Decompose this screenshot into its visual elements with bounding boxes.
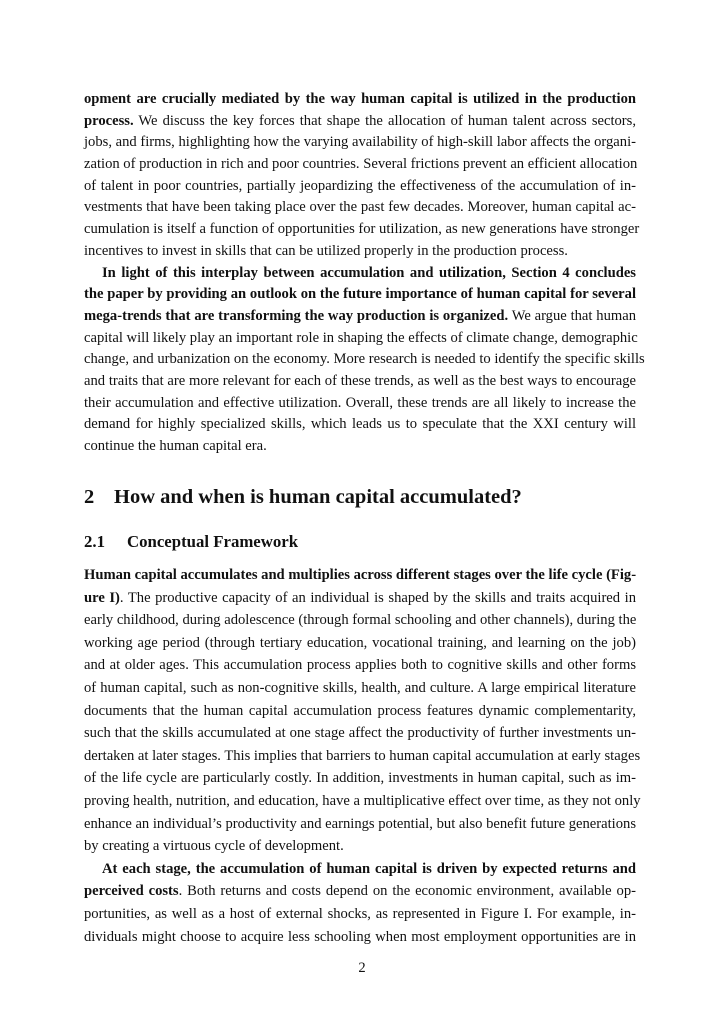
bold-text: At each stage, the accumulation of human capital is driven by expected returns and <box>102 860 636 877</box>
text-line <box>84 790 641 813</box>
text: We argue that human <box>508 307 636 324</box>
text: incentives to invest in skills that can be utilized properly in the production process. <box>84 242 568 259</box>
text: documents that the human capital accumulation process features dynamic complementarity, <box>84 702 636 719</box>
text: dertaken at later stages. This implies that barriers to human capital accumulation at early stages <box>84 747 641 764</box>
text: capital will likely play an important role in shaping the effects of climate change, demographic <box>84 329 638 346</box>
text-line <box>84 154 636 176</box>
text-line <box>84 700 636 723</box>
text: jobs, and firms, highlighting how the varying availability of high-skill labor affects the organi- <box>84 134 636 151</box>
bold-text: process. <box>84 112 134 129</box>
text: working age period (through tertiary education, vocational training, and learning on the job) <box>84 634 636 651</box>
text: of the life cycle are particularly costly. In addition, investments in human capital, such as im- <box>84 770 636 787</box>
text: of human capital, such as non-cognitive skills, health, and culture. A large empirical literature <box>84 679 636 696</box>
text-line <box>84 393 636 415</box>
text: We discuss the key forces that shape the allocation of human talent across sectors, <box>133 112 636 129</box>
text-line <box>84 132 636 154</box>
text-line <box>84 564 636 587</box>
text: demand for highly specialized skills, which leads us to speculate that the XXI century will <box>84 416 636 433</box>
page-number: 2 <box>358 960 366 976</box>
text-line <box>84 176 636 198</box>
text: . Both returns and costs depend on the economic environment, available op- <box>178 883 636 900</box>
text-line <box>84 436 636 458</box>
text-line <box>84 609 636 632</box>
text: . The productive capacity of an individual is shaped by the skills and traits acquired in <box>119 589 636 606</box>
text-line <box>84 632 636 655</box>
text-line <box>84 349 645 371</box>
text: proving health, nutrition, and education, have a multiplicative effect over time, as they not only <box>84 792 641 809</box>
bold-text: Human capital accumulates and multiplies across different stages over the life cycle (Fig- <box>84 567 637 583</box>
text: continue the human capital era. <box>84 438 267 454</box>
bold-text: ure I) <box>84 589 120 606</box>
bold-text: mega-trends that are transforming the way production is organized. <box>84 307 509 324</box>
body-text-intro <box>84 89 645 458</box>
text-line <box>84 111 636 133</box>
text-line <box>84 835 636 858</box>
section-title: How and when is human capital accumulated? <box>114 486 522 508</box>
text: enhance an individual’s productivity and earnings potential, but also benefit future generations <box>84 815 636 832</box>
subsection-heading <box>84 531 298 553</box>
text-line <box>84 89 636 111</box>
text-line <box>84 858 636 881</box>
section-number: 2 <box>84 486 95 508</box>
section-heading <box>84 484 522 510</box>
text: vestments that have been taking place over the past few decades. Moreover, human capital ac- <box>84 199 636 216</box>
text: dividuals might choose to acquire less schooling when most employment opportunities are in <box>84 928 636 945</box>
text-line <box>84 306 636 328</box>
text-line <box>84 813 636 836</box>
text: portunities, as well as a host of external shocks, as represented in Figure I. For example, in- <box>84 905 636 922</box>
text-line <box>84 767 636 790</box>
body-text-framework <box>84 564 641 948</box>
text-line <box>84 926 636 949</box>
text-line <box>84 219 640 241</box>
text: zation of production in rich and poor countries. Several frictions prevent an efficient allocation <box>84 156 638 173</box>
text-line <box>84 903 636 926</box>
text: and at older ages. This accumulation process applies both to cognitive skills and other forms <box>84 657 636 674</box>
text: early childhood, during adolescence (through formal schooling and other channels), during the <box>84 612 637 629</box>
text-line <box>84 654 636 677</box>
text: their accumulation and effective utilization. Overall, these trends are all likely to increase the <box>84 394 636 411</box>
text-line <box>84 371 636 393</box>
bold-text: In light of this interplay between accumulation and utilization, Section 4 concludes <box>102 264 636 281</box>
text-line <box>84 745 641 768</box>
text: change, and urbanization on the economy. More research is needed to identify the specific skills <box>84 351 645 368</box>
bold-text: the paper by providing an outlook on the future importance of human capital for several <box>84 286 636 303</box>
text-line <box>84 880 636 903</box>
subsection-title: Conceptual Framework <box>127 532 299 551</box>
subsection-number: 2.1 <box>84 532 105 551</box>
text: and traits that are more relevant for each of these trends, as well as the best ways to encourage <box>84 372 636 389</box>
text-line <box>84 263 636 285</box>
bold-text: perceived costs <box>84 883 179 900</box>
text: of talent in poor countries, partially jeopardizing the effectiveness of the accumulation of in- <box>84 177 636 194</box>
text-line <box>84 241 636 263</box>
text-line <box>84 284 636 306</box>
bold-text: opment are crucially mediated by the way human capital is utilized in the production <box>84 91 636 107</box>
text-line <box>84 197 636 219</box>
text-line <box>84 722 636 745</box>
text-line <box>84 677 636 700</box>
text-line <box>84 328 636 350</box>
text: such that the skills accumulated at one stage affect the productivity of further investments un- <box>84 725 636 742</box>
text-line <box>84 587 636 610</box>
text-line <box>84 414 636 436</box>
text: cumulation is itself a function of opportunities for utilization, as new generations have stronger <box>84 221 640 238</box>
text: by creating a virtuous cycle of development. <box>84 838 344 855</box>
